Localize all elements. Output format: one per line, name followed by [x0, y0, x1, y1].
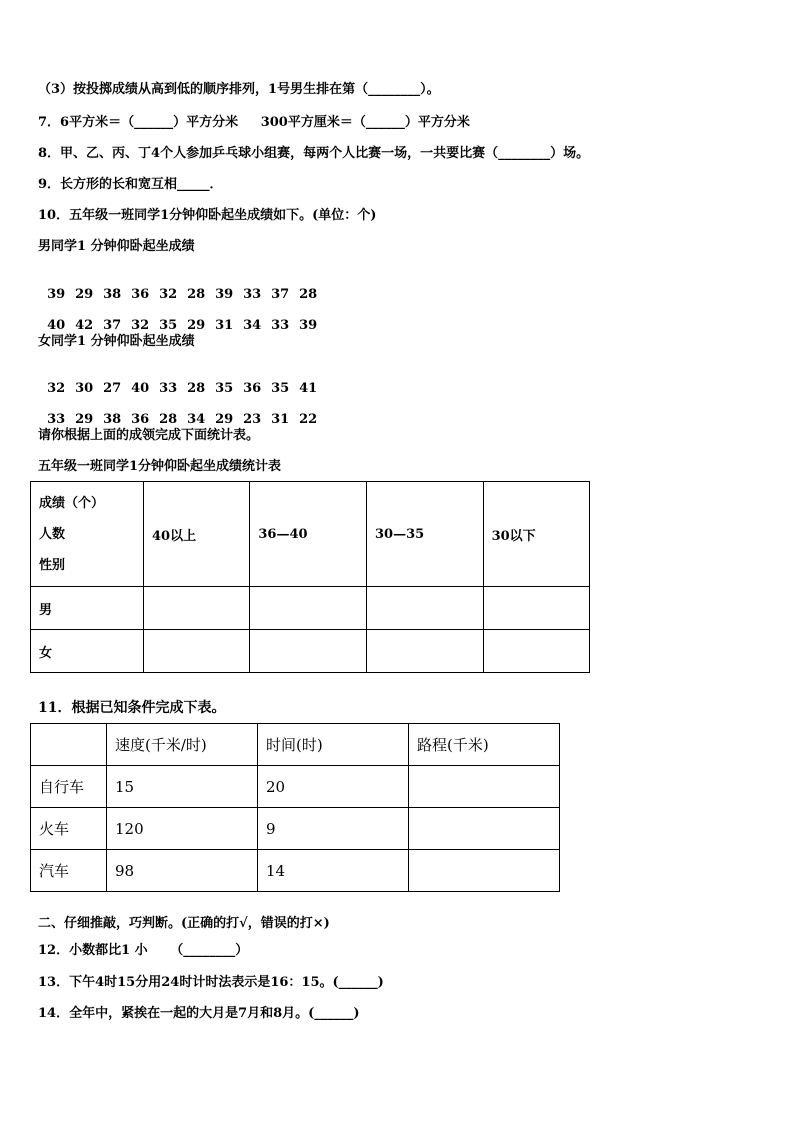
column-header: 30以下 — [483, 482, 589, 587]
score-cell: 37 — [271, 287, 290, 302]
boys-scores-heading: 男同学1 分钟仰卧起坐成绩 — [38, 239, 195, 254]
corner-header-cell — [31, 482, 144, 587]
vehicle-cell: 汽车 — [31, 850, 107, 892]
score-cell: 23 — [243, 412, 262, 427]
score-cell: 36 — [131, 412, 150, 427]
time-cell: 9 — [258, 808, 409, 850]
score-cell: 33 — [271, 318, 290, 333]
table-row — [31, 850, 560, 892]
corner-gender-label: 性别 — [39, 557, 66, 573]
boys-scores-row-1 — [38, 271, 327, 303]
girls-scores-row-2 — [38, 396, 327, 428]
score-cell: 28 — [187, 287, 206, 302]
answer-cell[interactable] — [250, 587, 367, 630]
score-cell: 39 — [299, 318, 318, 333]
situp-stat-table — [30, 481, 590, 673]
score-cell: 33 — [243, 287, 262, 302]
score-cell: 34 — [187, 412, 206, 427]
score-cell: 39 — [47, 287, 66, 302]
question-7-line: 7．6平方米＝（______）平方分米 300平方厘米＝（______）平方分米 — [38, 115, 470, 130]
vehicle-cell: 火车 — [31, 808, 107, 850]
vehicle-cell: 自行车 — [31, 766, 107, 808]
score-cell: 36 — [131, 287, 150, 302]
stat-table-title: 五年级一班同学1分钟仰卧起坐成绩统计表 — [38, 459, 282, 474]
header-cell — [31, 724, 107, 766]
answer-cell[interactable] — [483, 630, 589, 673]
score-cell: 32 — [47, 381, 66, 396]
question-14-line: 14．全年中，紧挨在一起的大月是7月和8月。(______) — [38, 1006, 360, 1021]
score-cell: 28 — [159, 412, 178, 427]
question-11-title: 11．根据已知条件完成下表。 — [38, 700, 226, 716]
score-cell: 36 — [243, 381, 262, 396]
speed-cell: 120 — [107, 808, 258, 850]
corner-count-label: 人数 — [39, 526, 66, 542]
girls-scores-heading: 女同学1 分钟仰卧起坐成绩 — [38, 334, 195, 349]
score-cell: 40 — [131, 381, 150, 396]
score-cell: 22 — [299, 412, 318, 427]
section-2-heading: 二、仔细推敲，巧判断。(正确的打√，错误的打×) — [38, 916, 330, 931]
score-cell: 38 — [103, 287, 122, 302]
answer-cell[interactable] — [144, 630, 250, 673]
boys-scores-row-2 — [38, 302, 327, 334]
header-cell: 速度(千米/时) — [107, 724, 258, 766]
question-10-line: 10．五年级一班同学1分钟仰卧起坐成绩如下。(单位：个) — [38, 208, 377, 223]
score-cell: 32 — [131, 318, 150, 333]
question-13-line: 13．下午4时15分用24时计时法表示是16：15。(______) — [38, 975, 384, 990]
answer-cell[interactable] — [483, 587, 589, 630]
score-cell: 35 — [159, 318, 178, 333]
question-3-line: （3）按投掷成绩从高到低的顺序排列，1号男生排在第（________）。 — [38, 82, 440, 97]
score-cell: 29 — [215, 412, 234, 427]
answer-cell[interactable] — [366, 587, 483, 630]
score-cell: 39 — [215, 287, 234, 302]
table-row — [31, 766, 560, 808]
score-cell: 31 — [215, 318, 234, 333]
speed-cell: 15 — [107, 766, 258, 808]
score-cell: 40 — [47, 318, 66, 333]
score-cell: 29 — [75, 412, 94, 427]
score-cell: 28 — [299, 287, 318, 302]
answer-cell[interactable] — [366, 630, 483, 673]
score-cell: 29 — [187, 318, 206, 333]
row-header-girls: 女 — [31, 630, 144, 673]
distance-answer-cell[interactable] — [409, 766, 560, 808]
header-cell: 时间(时) — [258, 724, 409, 766]
score-cell: 35 — [271, 381, 290, 396]
time-cell: 20 — [258, 766, 409, 808]
girls-scores-row-1 — [38, 365, 327, 397]
score-cell: 27 — [103, 381, 122, 396]
score-cell: 37 — [103, 318, 122, 333]
time-cell: 14 — [258, 850, 409, 892]
table-instruction: 请你根据上面的成领完成下面统计表。 — [38, 428, 260, 443]
score-cell: 38 — [103, 412, 122, 427]
score-cell: 33 — [47, 412, 66, 427]
answer-cell[interactable] — [250, 630, 367, 673]
answer-cell[interactable] — [144, 587, 250, 630]
header-cell: 路程(千米) — [409, 724, 560, 766]
row-header-boys: 男 — [31, 587, 144, 630]
score-cell: 34 — [243, 318, 262, 333]
question-9-line: 9．长方形的长和宽互相_____． — [38, 177, 223, 192]
speed-cell: 98 — [107, 850, 258, 892]
distance-answer-cell[interactable] — [409, 850, 560, 892]
score-cell: 29 — [75, 287, 94, 302]
score-cell: 30 — [75, 381, 94, 396]
score-cell: 32 — [159, 287, 178, 302]
column-header: 40以上 — [144, 482, 250, 587]
question-8-line: 8．甲、乙、丙、丁4个人参加乒乓球小组赛，每两个人比赛一场，一共要比赛（________）场。 — [38, 146, 590, 161]
question-12-line: 12．小数都比1 小 （________） — [38, 943, 249, 958]
score-cell: 35 — [215, 381, 234, 396]
score-cell: 33 — [159, 381, 178, 396]
score-cell: 42 — [75, 318, 94, 333]
speed-distance-table — [30, 723, 560, 892]
distance-answer-cell[interactable] — [409, 808, 560, 850]
table-row — [31, 808, 560, 850]
column-header: 30—35 — [366, 482, 483, 587]
corner-score-label: 成绩（个） — [39, 495, 105, 511]
score-cell: 41 — [299, 381, 318, 396]
score-cell: 28 — [187, 381, 206, 396]
score-cell: 31 — [271, 412, 290, 427]
column-header: 36—40 — [250, 482, 367, 587]
